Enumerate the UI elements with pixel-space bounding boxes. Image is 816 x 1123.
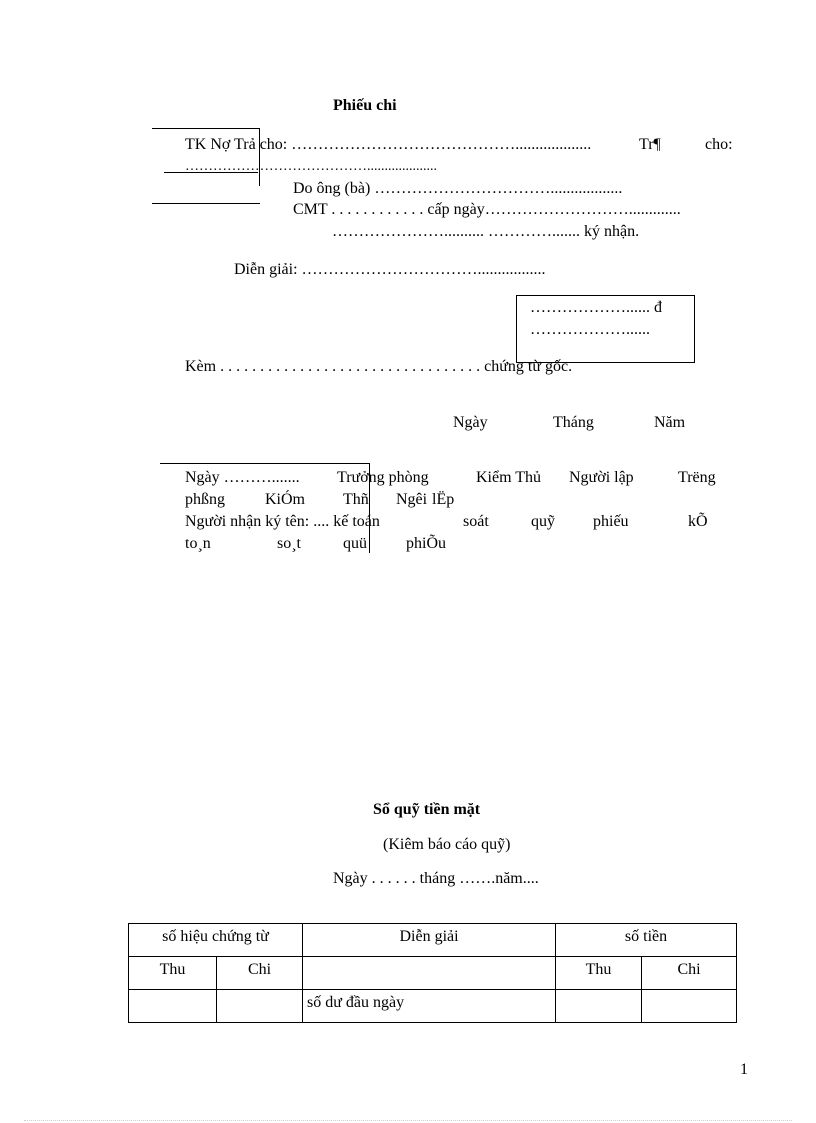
sign-row2-item: KiÓm xyxy=(265,491,305,508)
sign-row4-item: phiÕu xyxy=(406,535,446,552)
header-description: Diễn giải xyxy=(303,924,556,957)
subheader-amount-payment: Chi xyxy=(642,957,737,990)
amount-box-line1: ………………...... đ xyxy=(530,299,662,316)
rule-top-left xyxy=(152,128,260,129)
date-day: Ngày xyxy=(453,414,488,431)
voucher-title: Phiếu chi xyxy=(333,97,397,114)
cell-amount-receipt xyxy=(556,990,642,1023)
sign-row3-item: quỹ xyxy=(531,513,555,530)
voucher-line-pay-to-mid: Tr¶ xyxy=(639,136,661,153)
sign-row3-item: kÕ xyxy=(688,513,708,530)
sign-date: Ngày ………....... xyxy=(185,469,300,486)
ledger-date-line: Ngày . . . . . . tháng …….năm.... xyxy=(333,870,539,887)
subheader-receipt: Thu xyxy=(129,957,217,990)
sign-row2-item: Ngêi xyxy=(396,491,428,508)
voucher-description: Diễn giải: ……………………………................. xyxy=(234,261,546,278)
sign-head-garbled: Trëng xyxy=(678,469,716,486)
rule-signature-top xyxy=(160,463,369,464)
header-amount: số tiền xyxy=(556,924,737,957)
date-month: Tháng xyxy=(553,414,594,431)
sign-row4-item: so¸t xyxy=(277,535,301,552)
footer-divider xyxy=(24,1120,792,1121)
sign-row4-item: to¸n xyxy=(185,535,211,552)
sign-preparer: Người lập xyxy=(569,469,634,486)
sign-row3-item: phiếu xyxy=(593,513,629,530)
sign-row4-item: quü xyxy=(343,535,367,552)
voucher-attachments: Kèm . . . . . . . . . . . . . . . . . . . . . . . . . . . . . . . . . chứng từ gốc. xyxy=(185,358,573,375)
amount-box-line2: ………………...... xyxy=(530,321,650,338)
subheader-payment: Chi xyxy=(217,957,303,990)
cell-payment-no xyxy=(217,990,303,1023)
voucher-line-receipt: ………………….......... …………....... ký nhận. xyxy=(332,223,640,240)
table-header-row xyxy=(129,924,737,957)
table-row xyxy=(129,990,737,1023)
cash-book-table xyxy=(128,923,737,1023)
voucher-line-dots: ………………………………….................... xyxy=(185,159,437,174)
sign-row2-item: phßng xyxy=(185,491,225,508)
ledger-subtitle: (Kiêm báo cáo quỹ) xyxy=(383,836,511,853)
voucher-line-id: CMT . . . . . . . . . . . . cấp ngày………………………............. xyxy=(293,201,681,218)
sign-row2-item: lËp xyxy=(432,491,455,508)
sign-controller-cashier: Kiểm Thủ xyxy=(476,469,542,486)
voucher-line-pay-to: TK Nợ Trả cho: ……………………………………................... xyxy=(185,136,592,153)
sign-head-of-dept: Trưởng phòng xyxy=(337,469,429,486)
cell-amount-payment xyxy=(642,990,737,1023)
cell-receipt-no xyxy=(129,990,217,1023)
subheader-blank xyxy=(303,957,556,990)
cell-opening-balance: số dư đầu ngày xyxy=(303,990,556,1023)
rule-bottom-left xyxy=(152,203,260,204)
header-doc-number: số hiệu chứng từ xyxy=(129,924,303,957)
voucher-line-by: Do ông (bà) …………………………….................. xyxy=(293,180,623,197)
sign-recipient: Người nhận ký tên: .... kế toán xyxy=(185,513,380,530)
date-year: Năm xyxy=(654,414,686,431)
ledger-title: Sổ quỹ tiền mặt xyxy=(373,801,481,818)
subheader-amount-receipt: Thu xyxy=(556,957,642,990)
table-subheader-row xyxy=(129,957,737,990)
sign-row2-item: Thñ xyxy=(343,491,369,508)
page-number: 1 xyxy=(740,1061,748,1078)
sign-row3-item: soát xyxy=(463,513,489,530)
voucher-line-pay-to-right: cho: xyxy=(705,136,733,153)
